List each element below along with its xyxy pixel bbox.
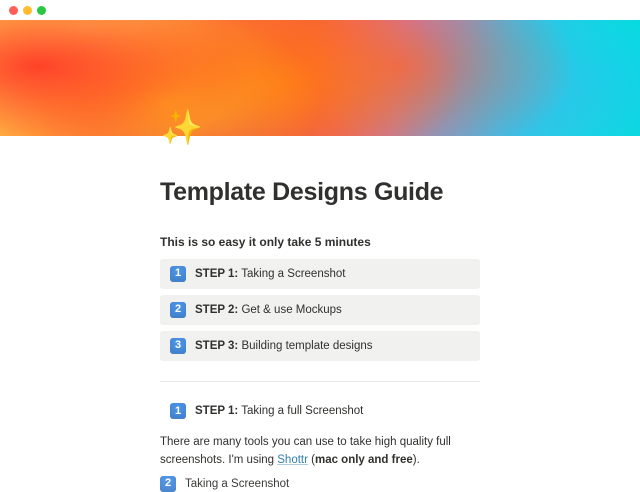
zoom-button-icon[interactable] bbox=[37, 6, 46, 15]
page-content bbox=[0, 136, 640, 492]
paragraph-text-end: ). bbox=[412, 453, 420, 466]
paragraph-bold-note: mac only and free bbox=[314, 453, 413, 466]
next-step-row[interactable] bbox=[160, 476, 480, 492]
step-row-3-label: STEP 3: bbox=[195, 339, 239, 352]
step-row-1-label: STEP 1: bbox=[195, 267, 239, 280]
number-one-icon: 1 bbox=[170, 403, 186, 419]
step-row-2-text bbox=[195, 302, 342, 318]
title-bar bbox=[0, 0, 640, 20]
number-three-icon: 3 bbox=[170, 338, 186, 354]
window-controls[interactable] bbox=[9, 6, 46, 15]
step-row-3-title: Building template designs bbox=[241, 339, 373, 352]
step-row-2-label: STEP 2: bbox=[195, 303, 239, 316]
next-step-text: Taking a Screenshot bbox=[185, 477, 290, 490]
step-row-1-title: Taking a Screenshot bbox=[241, 267, 346, 280]
sparkles-icon[interactable]: ✨ bbox=[160, 109, 204, 147]
page-cover-image[interactable] bbox=[0, 20, 640, 147]
number-one-icon: 1 bbox=[170, 266, 186, 282]
section-divider bbox=[160, 381, 480, 382]
section-heading-label: STEP 1: bbox=[195, 405, 239, 418]
section-heading-row[interactable] bbox=[160, 396, 480, 426]
step-row-3[interactable] bbox=[160, 331, 480, 361]
section-heading-text bbox=[195, 403, 363, 419]
section-paragraph[interactable] bbox=[160, 434, 480, 470]
step-row-1[interactable] bbox=[160, 259, 480, 289]
minimize-button-icon[interactable] bbox=[23, 6, 32, 15]
step-row-3-text bbox=[195, 338, 373, 354]
number-two-icon: 2 bbox=[160, 476, 176, 492]
paragraph-text-after: ( bbox=[307, 453, 315, 466]
page-subtitle[interactable]: This is so easy it only take 5 minutes bbox=[160, 234, 371, 249]
paragraph-text-before: There are many tools you can use to take high quality full screenshots. I'm using bbox=[160, 436, 451, 466]
step-row-2-title: Get & use Mockups bbox=[241, 303, 342, 316]
page-title[interactable]: Template Designs Guide bbox=[160, 178, 444, 206]
section-heading-title: Taking a full Screenshot bbox=[241, 405, 364, 418]
shottr-link[interactable]: Shottr bbox=[277, 453, 308, 466]
close-button-icon[interactable] bbox=[9, 6, 18, 15]
step-row-1-text bbox=[195, 266, 345, 282]
number-two-icon: 2 bbox=[170, 302, 186, 318]
step-row-2[interactable] bbox=[160, 295, 480, 325]
